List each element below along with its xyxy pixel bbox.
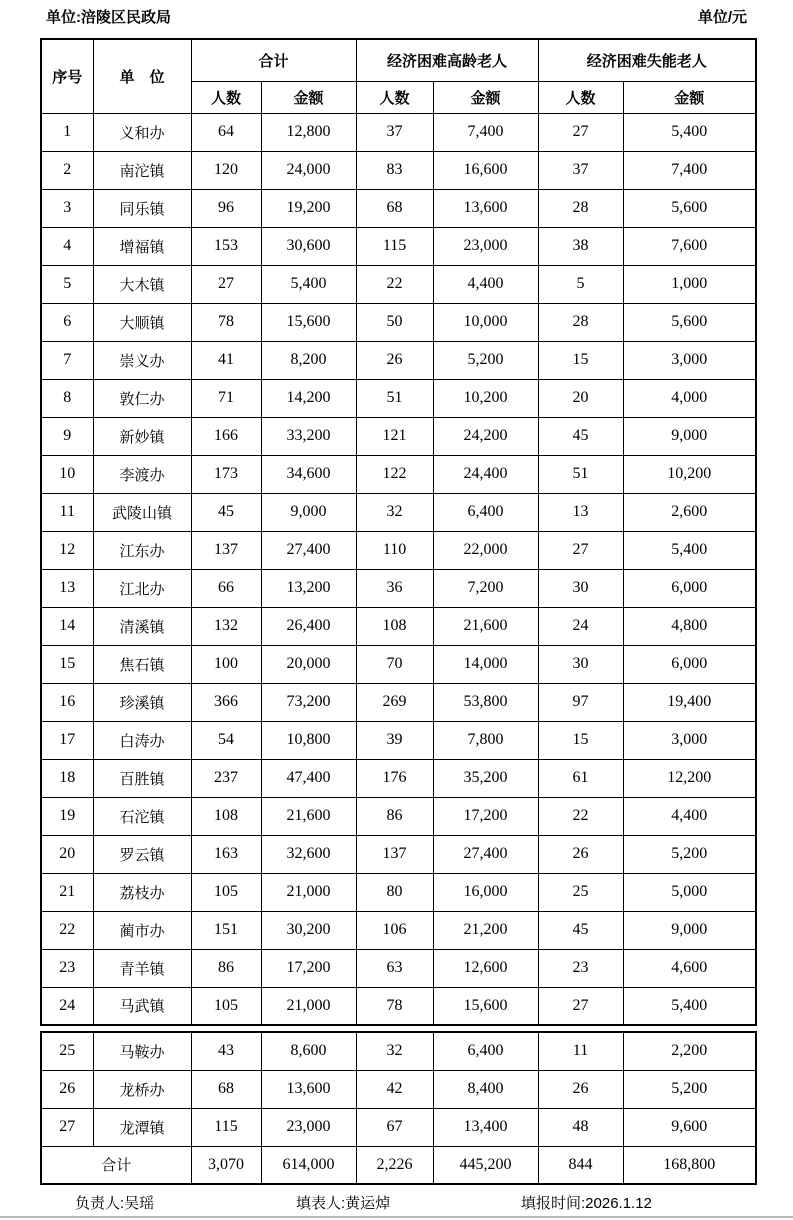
disabled-amount-cell: 3,000 [623, 341, 756, 379]
total-amount-cell: 21,600 [261, 797, 356, 835]
unit-cell: 罗云镇 [93, 835, 191, 873]
unit-cell: 马鞍办 [93, 1032, 191, 1070]
unit-cell: 百胜镇 [93, 759, 191, 797]
col-header-elderly-people: 人数 [356, 81, 433, 113]
elderly-people-cell: 78 [356, 987, 433, 1025]
disabled-people-cell: 97 [538, 683, 623, 721]
disabled-people-cell: 37 [538, 151, 623, 189]
grand-disabled-people-cell: 844 [538, 1146, 623, 1184]
table-row [41, 151, 756, 189]
total-people-cell: 41 [191, 341, 261, 379]
total-row [41, 1146, 756, 1184]
table-body-page2 [41, 1032, 756, 1184]
elderly-amount-cell: 24,200 [433, 417, 538, 455]
disabled-people-cell: 27 [538, 113, 623, 151]
total-people-cell: 64 [191, 113, 261, 151]
elderly-people-cell: 176 [356, 759, 433, 797]
col-group-total: 合计 [191, 39, 356, 81]
disabled-people-cell: 61 [538, 759, 623, 797]
total-label-cell: 合计 [41, 1146, 191, 1184]
disabled-people-cell: 28 [538, 189, 623, 227]
total-people-cell: 105 [191, 987, 261, 1025]
table-row [41, 569, 756, 607]
col-header-serial: 序号 [41, 39, 93, 113]
org-unit-label: 单位:涪陵区民政局 [46, 9, 171, 26]
serial-cell: 17 [41, 721, 93, 759]
disabled-amount-cell: 5,400 [623, 113, 756, 151]
serial-cell: 9 [41, 417, 93, 455]
total-amount-cell: 32,600 [261, 835, 356, 873]
serial-cell: 18 [41, 759, 93, 797]
unit-cell: 江北办 [93, 569, 191, 607]
serial-cell: 26 [41, 1070, 93, 1108]
elderly-amount-cell: 15,600 [433, 987, 538, 1025]
col-header-total-amount: 金额 [261, 81, 356, 113]
serial-cell: 23 [41, 949, 93, 987]
disabled-amount-cell: 9,600 [623, 1108, 756, 1146]
disabled-people-cell: 23 [538, 949, 623, 987]
total-amount-cell: 13,200 [261, 569, 356, 607]
elderly-amount-cell: 22,000 [433, 531, 538, 569]
elderly-amount-cell: 24,400 [433, 455, 538, 493]
disabled-people-cell: 24 [538, 607, 623, 645]
elderly-amount-cell: 53,800 [433, 683, 538, 721]
disabled-amount-cell: 5,200 [623, 1070, 756, 1108]
total-amount-cell: 27,400 [261, 531, 356, 569]
serial-cell: 24 [41, 987, 93, 1025]
page-bottom-rule [0, 1216, 793, 1218]
serial-cell: 14 [41, 607, 93, 645]
table-row [41, 911, 756, 949]
elderly-amount-cell: 7,800 [433, 721, 538, 759]
total-amount-cell: 73,200 [261, 683, 356, 721]
total-people-cell: 78 [191, 303, 261, 341]
elderly-amount-cell: 7,200 [433, 569, 538, 607]
grand-elderly-amount-cell: 445,200 [433, 1146, 538, 1184]
grand-disabled-amount-cell: 168,800 [623, 1146, 756, 1184]
table-row [41, 493, 756, 531]
elderly-amount-cell: 7,400 [433, 113, 538, 151]
unit-cell: 白涛办 [93, 721, 191, 759]
elderly-people-cell: 80 [356, 873, 433, 911]
disabled-people-cell: 15 [538, 721, 623, 759]
disabled-amount-cell: 6,000 [623, 569, 756, 607]
total-people-cell: 237 [191, 759, 261, 797]
elderly-people-cell: 22 [356, 265, 433, 303]
disabled-people-cell: 13 [538, 493, 623, 531]
total-amount-cell: 8,200 [261, 341, 356, 379]
total-amount-cell: 33,200 [261, 417, 356, 455]
total-people-cell: 45 [191, 493, 261, 531]
elderly-amount-cell: 5,200 [433, 341, 538, 379]
disabled-amount-cell: 5,200 [623, 835, 756, 873]
elderly-people-cell: 42 [356, 1070, 433, 1108]
elderly-people-cell: 70 [356, 645, 433, 683]
disabled-amount-cell: 19,400 [623, 683, 756, 721]
elderly-people-cell: 106 [356, 911, 433, 949]
unit-cell: 大顺镇 [93, 303, 191, 341]
total-amount-cell: 24,000 [261, 151, 356, 189]
total-people-cell: 173 [191, 455, 261, 493]
unit-cell: 青羊镇 [93, 949, 191, 987]
total-amount-cell: 20,000 [261, 645, 356, 683]
elderly-amount-cell: 10,200 [433, 379, 538, 417]
form-preparer-label: 填表人:黄运焯 [296, 1195, 391, 1212]
serial-cell: 20 [41, 835, 93, 873]
elderly-amount-cell: 35,200 [433, 759, 538, 797]
total-amount-cell: 14,200 [261, 379, 356, 417]
elderly-people-cell: 63 [356, 949, 433, 987]
unit-cell: 马武镇 [93, 987, 191, 1025]
elderly-amount-cell: 12,600 [433, 949, 538, 987]
elderly-amount-cell: 17,200 [433, 797, 538, 835]
table-row [41, 455, 756, 493]
elderly-people-cell: 32 [356, 493, 433, 531]
disabled-people-cell: 28 [538, 303, 623, 341]
total-people-cell: 96 [191, 189, 261, 227]
elderly-people-cell: 51 [356, 379, 433, 417]
disabled-amount-cell: 5,600 [623, 189, 756, 227]
elderly-people-cell: 115 [356, 227, 433, 265]
table-row [41, 759, 756, 797]
disabled-people-cell: 11 [538, 1032, 623, 1070]
total-amount-cell: 10,800 [261, 721, 356, 759]
disabled-amount-cell: 7,400 [623, 151, 756, 189]
serial-cell: 21 [41, 873, 93, 911]
elderly-amount-cell: 13,400 [433, 1108, 538, 1146]
serial-cell: 22 [41, 911, 93, 949]
disabled-people-cell: 27 [538, 531, 623, 569]
serial-cell: 2 [41, 151, 93, 189]
disabled-amount-cell: 5,000 [623, 873, 756, 911]
table-row [41, 1108, 756, 1146]
serial-cell: 27 [41, 1108, 93, 1146]
elderly-people-cell: 269 [356, 683, 433, 721]
serial-cell: 11 [41, 493, 93, 531]
disabled-people-cell: 25 [538, 873, 623, 911]
elderly-amount-cell: 16,000 [433, 873, 538, 911]
disabled-people-cell: 26 [538, 1070, 623, 1108]
table-row [41, 113, 756, 151]
disabled-amount-cell: 12,200 [623, 759, 756, 797]
grand-elderly-people-cell: 2,226 [356, 1146, 433, 1184]
unit-cell: 江东办 [93, 531, 191, 569]
table-row [41, 227, 756, 265]
serial-cell: 8 [41, 379, 93, 417]
total-amount-cell: 23,000 [261, 1108, 356, 1146]
total-people-cell: 151 [191, 911, 261, 949]
serial-cell: 25 [41, 1032, 93, 1070]
total-people-cell: 132 [191, 607, 261, 645]
elderly-amount-cell: 21,200 [433, 911, 538, 949]
total-amount-cell: 47,400 [261, 759, 356, 797]
disabled-amount-cell: 4,600 [623, 949, 756, 987]
elderly-people-cell: 86 [356, 797, 433, 835]
table-row [41, 1070, 756, 1108]
serial-cell: 1 [41, 113, 93, 151]
unit-cell: 蔺市办 [93, 911, 191, 949]
disabled-amount-cell: 9,000 [623, 911, 756, 949]
total-people-cell: 66 [191, 569, 261, 607]
elderly-amount-cell: 13,600 [433, 189, 538, 227]
unit-cell: 龙潭镇 [93, 1108, 191, 1146]
table-row [41, 531, 756, 569]
disabled-people-cell: 22 [538, 797, 623, 835]
elderly-people-cell: 68 [356, 189, 433, 227]
total-people-cell: 54 [191, 721, 261, 759]
serial-cell: 6 [41, 303, 93, 341]
total-people-cell: 105 [191, 873, 261, 911]
total-people-cell: 166 [191, 417, 261, 455]
elderly-amount-cell: 8,400 [433, 1070, 538, 1108]
total-people-cell: 100 [191, 645, 261, 683]
table-row [41, 797, 756, 835]
disabled-people-cell: 5 [538, 265, 623, 303]
table-row [41, 949, 756, 987]
elderly-amount-cell: 6,400 [433, 493, 538, 531]
elderly-amount-cell: 4,400 [433, 265, 538, 303]
elderly-people-cell: 137 [356, 835, 433, 873]
total-people-cell: 108 [191, 797, 261, 835]
disabled-amount-cell: 5,600 [623, 303, 756, 341]
unit-cell: 武陵山镇 [93, 493, 191, 531]
total-people-cell: 120 [191, 151, 261, 189]
subsidy-table-continued [40, 1031, 757, 1185]
disabled-people-cell: 30 [538, 645, 623, 683]
table-row [41, 379, 756, 417]
elderly-people-cell: 83 [356, 151, 433, 189]
table-row [41, 683, 756, 721]
col-header-unit: 单 位 [93, 39, 191, 113]
total-people-cell: 137 [191, 531, 261, 569]
disabled-amount-cell: 1,000 [623, 265, 756, 303]
meta-row [46, 7, 747, 29]
total-amount-cell: 17,200 [261, 949, 356, 987]
disabled-people-cell: 38 [538, 227, 623, 265]
disabled-people-cell: 48 [538, 1108, 623, 1146]
elderly-people-cell: 110 [356, 531, 433, 569]
table-row [41, 1032, 756, 1070]
disabled-amount-cell: 4,000 [623, 379, 756, 417]
col-group-elderly: 经济困难高龄老人 [356, 39, 538, 81]
serial-cell: 7 [41, 341, 93, 379]
unit-cell: 荔枝办 [93, 873, 191, 911]
subsidy-table [40, 38, 757, 1026]
total-people-cell: 68 [191, 1070, 261, 1108]
total-amount-cell: 5,400 [261, 265, 356, 303]
disabled-people-cell: 30 [538, 569, 623, 607]
unit-cell: 龙桥办 [93, 1070, 191, 1108]
table-row [41, 721, 756, 759]
elderly-amount-cell: 6,400 [433, 1032, 538, 1070]
total-amount-cell: 26,400 [261, 607, 356, 645]
disabled-people-cell: 51 [538, 455, 623, 493]
serial-cell: 5 [41, 265, 93, 303]
disabled-amount-cell: 5,400 [623, 531, 756, 569]
total-people-cell: 115 [191, 1108, 261, 1146]
col-header-disabled-people: 人数 [538, 81, 623, 113]
total-amount-cell: 21,000 [261, 987, 356, 1025]
unit-cell: 焦石镇 [93, 645, 191, 683]
elderly-people-cell: 50 [356, 303, 433, 341]
serial-cell: 10 [41, 455, 93, 493]
disabled-people-cell: 45 [538, 911, 623, 949]
unit-cell: 敦仁办 [93, 379, 191, 417]
elderly-people-cell: 39 [356, 721, 433, 759]
unit-cell: 崇义办 [93, 341, 191, 379]
unit-cell: 新妙镇 [93, 417, 191, 455]
table-row [41, 303, 756, 341]
disabled-people-cell: 45 [538, 417, 623, 455]
col-header-disabled-amount: 金额 [623, 81, 756, 113]
serial-cell: 15 [41, 645, 93, 683]
serial-cell: 4 [41, 227, 93, 265]
serial-cell: 16 [41, 683, 93, 721]
total-amount-cell: 13,600 [261, 1070, 356, 1108]
total-people-cell: 153 [191, 227, 261, 265]
total-people-cell: 43 [191, 1032, 261, 1070]
total-amount-cell: 15,600 [261, 303, 356, 341]
unit-cell: 石沱镇 [93, 797, 191, 835]
total-people-cell: 366 [191, 683, 261, 721]
elderly-amount-cell: 16,600 [433, 151, 538, 189]
elderly-people-cell: 108 [356, 607, 433, 645]
table-row [41, 987, 756, 1025]
table-body-page1 [41, 113, 756, 1025]
report-date-label: 填报时间:2026.1.12 [521, 1195, 652, 1212]
total-people-cell: 71 [191, 379, 261, 417]
elderly-amount-cell: 23,000 [433, 227, 538, 265]
disabled-amount-cell: 9,000 [623, 417, 756, 455]
disabled-people-cell: 20 [538, 379, 623, 417]
unit-cell: 清溪镇 [93, 607, 191, 645]
total-amount-cell: 19,200 [261, 189, 356, 227]
disabled-amount-cell: 4,400 [623, 797, 756, 835]
col-header-total-people: 人数 [191, 81, 261, 113]
disabled-amount-cell: 7,600 [623, 227, 756, 265]
total-amount-cell: 21,000 [261, 873, 356, 911]
table-row [41, 645, 756, 683]
grand-total-people-cell: 3,070 [191, 1146, 261, 1184]
elderly-people-cell: 37 [356, 113, 433, 151]
elderly-people-cell: 122 [356, 455, 433, 493]
elderly-amount-cell: 10,000 [433, 303, 538, 341]
unit-cell: 珍溪镇 [93, 683, 191, 721]
table-row [41, 189, 756, 227]
elderly-amount-cell: 14,000 [433, 645, 538, 683]
table-row [41, 341, 756, 379]
serial-cell: 3 [41, 189, 93, 227]
unit-cell: 增福镇 [93, 227, 191, 265]
disabled-amount-cell: 5,400 [623, 987, 756, 1025]
disabled-amount-cell: 6,000 [623, 645, 756, 683]
unit-cell: 大木镇 [93, 265, 191, 303]
disabled-amount-cell: 3,000 [623, 721, 756, 759]
unit-cell: 李渡办 [93, 455, 191, 493]
disabled-people-cell: 26 [538, 835, 623, 873]
total-people-cell: 163 [191, 835, 261, 873]
table-row [41, 873, 756, 911]
unit-cell: 义和办 [93, 113, 191, 151]
col-group-disabled: 经济困难失能老人 [538, 39, 756, 81]
table-row [41, 265, 756, 303]
elderly-amount-cell: 27,400 [433, 835, 538, 873]
elderly-people-cell: 26 [356, 341, 433, 379]
grand-total-amount-cell: 614,000 [261, 1146, 356, 1184]
table-row [41, 417, 756, 455]
serial-cell: 19 [41, 797, 93, 835]
elderly-people-cell: 32 [356, 1032, 433, 1070]
disabled-amount-cell: 10,200 [623, 455, 756, 493]
table-row [41, 835, 756, 873]
elderly-amount-cell: 21,600 [433, 607, 538, 645]
total-amount-cell: 30,600 [261, 227, 356, 265]
unit-cell: 南沱镇 [93, 151, 191, 189]
total-amount-cell: 12,800 [261, 113, 356, 151]
header-group-row [41, 39, 756, 81]
total-people-cell: 27 [191, 265, 261, 303]
unit-cell: 同乐镇 [93, 189, 191, 227]
disabled-amount-cell: 2,200 [623, 1032, 756, 1070]
disabled-people-cell: 15 [538, 341, 623, 379]
total-people-cell: 86 [191, 949, 261, 987]
elderly-people-cell: 36 [356, 569, 433, 607]
serial-cell: 12 [41, 531, 93, 569]
disabled-amount-cell: 4,800 [623, 607, 756, 645]
elderly-people-cell: 121 [356, 417, 433, 455]
disabled-amount-cell: 2,600 [623, 493, 756, 531]
disabled-people-cell: 27 [538, 987, 623, 1025]
total-amount-cell: 9,000 [261, 493, 356, 531]
footer-row [0, 1192, 793, 1216]
serial-cell: 13 [41, 569, 93, 607]
table-row [41, 607, 756, 645]
total-amount-cell: 30,200 [261, 911, 356, 949]
total-amount-cell: 34,600 [261, 455, 356, 493]
responsible-person-label: 负责人:吴瑶 [75, 1195, 155, 1212]
total-amount-cell: 8,600 [261, 1032, 356, 1070]
elderly-people-cell: 67 [356, 1108, 433, 1146]
currency-unit-label: 单位/元 [697, 9, 747, 26]
col-header-elderly-amount: 金额 [433, 81, 538, 113]
